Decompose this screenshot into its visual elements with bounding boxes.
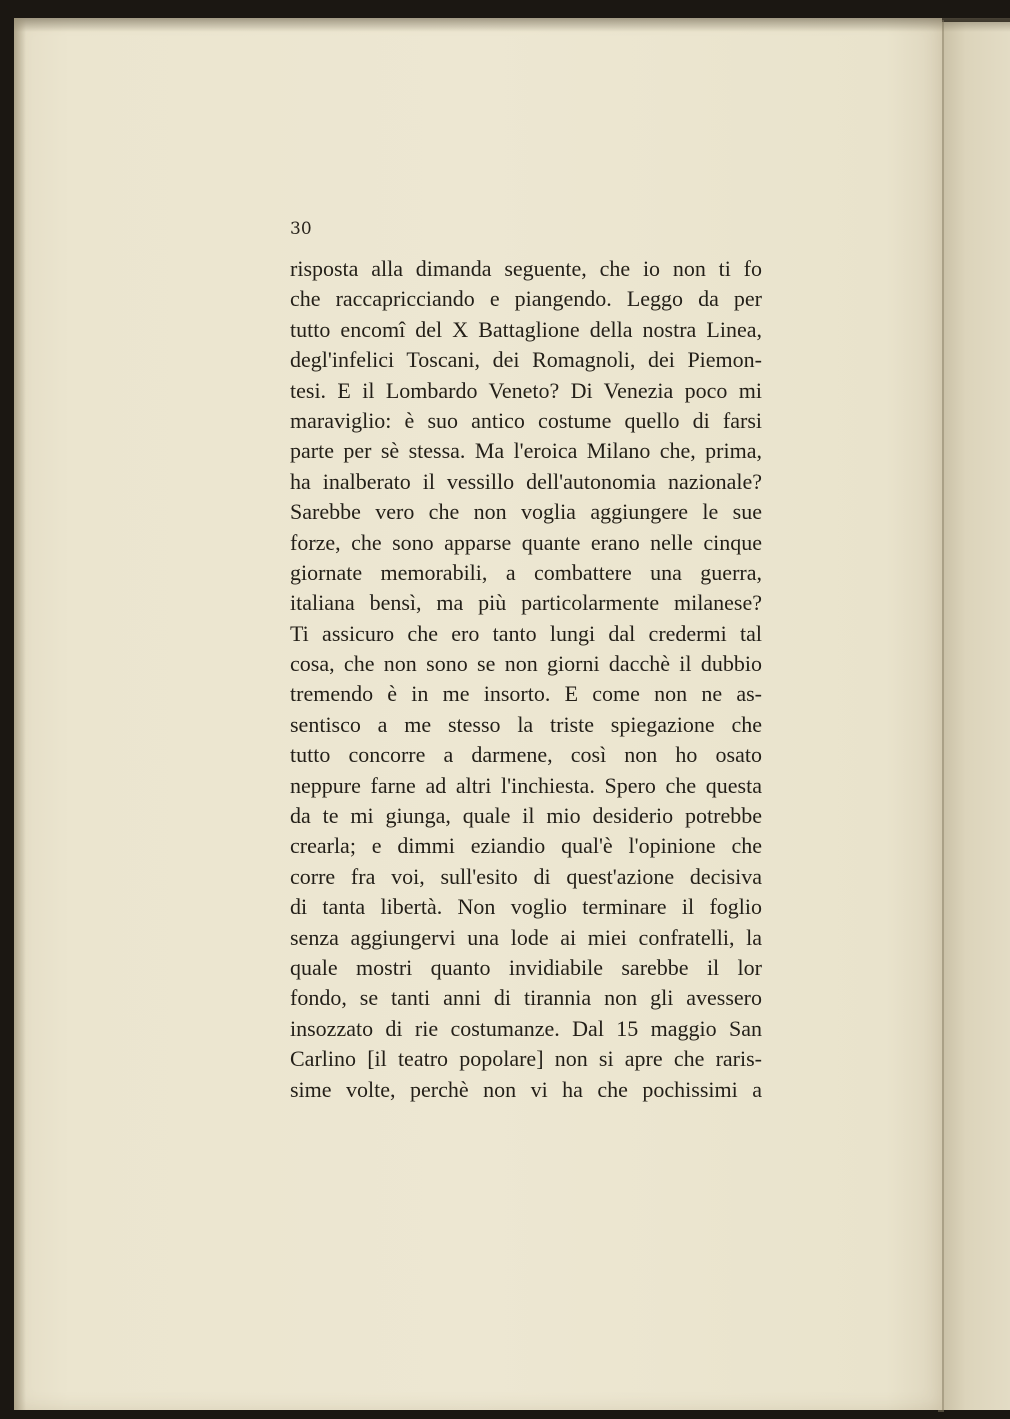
text-line: neppure farne ad altri l'inchiesta. Spero che questa xyxy=(290,772,762,798)
text-line: cosa, che non sono se non giorni dacchè il dubbio xyxy=(290,651,762,677)
text-line: da te mi giunga, quale il mio desiderio potrebbe xyxy=(290,803,762,829)
facing-page-edge xyxy=(942,22,1010,1410)
text-line: tutto encomî del X Battaglione della nostra Linea, xyxy=(290,316,762,342)
text-line: risposta alla dimanda seguente, che io non ti fo xyxy=(290,256,762,281)
text-line: sime volte, perchè non vi ha che pochissimi a xyxy=(290,1076,762,1102)
text-line: maraviglio: è suo antico costume quello di farsi xyxy=(290,407,762,433)
text-line: Carlino [il teatro popolare] non si apre che raris- xyxy=(290,1046,762,1072)
text-line: tesi. E il Lombardo Veneto? Di Venezia poco mi xyxy=(290,377,762,403)
text-line: di tanta libertà. Non voglio terminare il foglio xyxy=(290,894,762,920)
text-line: insozzato di rie costumanze. Dal 15 maggio San xyxy=(290,1015,762,1041)
text-line: forze, che sono apparse quante erano nelle cinque xyxy=(290,529,762,555)
text-line: parte per sè stessa. Ma l'eroica Milano che, prima, xyxy=(290,438,762,464)
text-line: corre fra voi, sull'esito di quest'azione decisiva xyxy=(290,863,762,889)
text-line: che raccapricciando e piangendo. Leggo da per xyxy=(290,286,762,312)
text-line: quale mostri quanto invidiabile sarebbe il lor xyxy=(290,954,762,980)
text-line: giornate memorabili, a combattere una guerra, xyxy=(290,559,762,585)
text-line: italiana bensì, ma più particolarmente milanese? xyxy=(290,590,762,616)
text-line: crearla; e dimmi eziandio qual'è l'opinione che xyxy=(290,833,762,859)
body-text xyxy=(290,254,762,1105)
text-line: sentisco a me stesso la triste spiegazione che xyxy=(290,711,762,737)
text-line: ha inalberato il vessillo dell'autonomia nazionale? xyxy=(290,468,762,494)
text-line: senza aggiungervi una lode ai miei confratelli, la xyxy=(290,924,762,950)
left-edge-shadow xyxy=(14,18,26,1410)
text-line: fondo, se tanti anni di tirannia non gli avessero xyxy=(290,985,762,1011)
text-line: Ti assicuro che ero tanto lungi dal credermi tal xyxy=(290,620,762,646)
text-line: tremendo è in me insorto. E come non ne as- xyxy=(290,681,762,707)
text-line: degl'infelici Toscani, dei Romagnoli, dei Piemon- xyxy=(290,347,762,373)
page-number: 30 xyxy=(290,219,312,239)
text-line: tutto concorre a darmene, così non ho osato xyxy=(290,742,762,768)
top-edge-shadow xyxy=(14,18,1010,32)
text-line: Sarebbe vero che non voglia aggiungere le sue xyxy=(290,499,762,525)
